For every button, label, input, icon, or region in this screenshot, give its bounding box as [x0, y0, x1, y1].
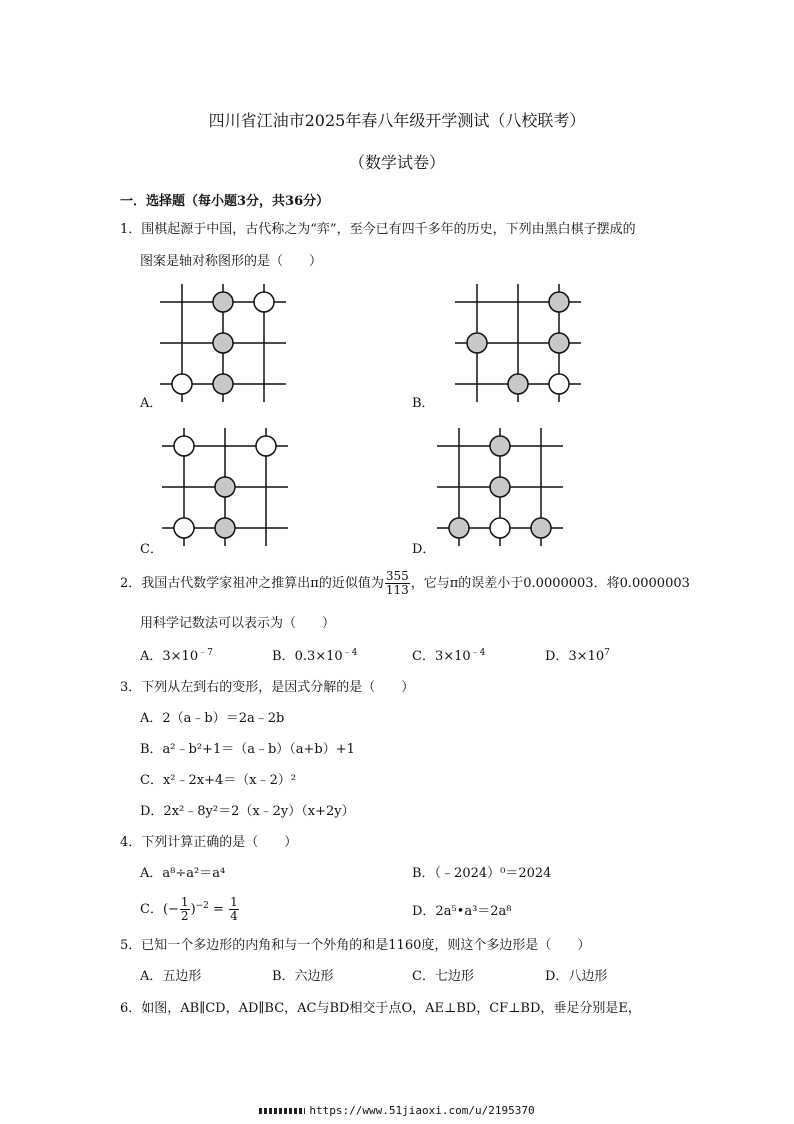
q5-option-b: B．六边形 [272, 969, 334, 984]
q2-b-label: B． [272, 649, 295, 664]
go-board-d [437, 428, 563, 546]
q2-a-base: 3×10 [162, 649, 199, 664]
q2-c-exp: ﹣4 [470, 648, 486, 658]
q3-option-c: C．x²﹣2x+4＝（x﹣2）² [140, 773, 297, 788]
q2-option-d [545, 645, 610, 664]
q4-c-lhs-den: 2 [180, 909, 189, 923]
footer [0, 1104, 794, 1117]
page-subtitle: （数学试卷） [348, 153, 445, 172]
q2-line1 [120, 570, 690, 597]
q2-c-label: C． [412, 649, 435, 664]
q4-c-label: C． [140, 902, 163, 917]
q2-option-b [272, 645, 357, 664]
go-board-c [162, 428, 288, 546]
q3-option-d: D．2x²﹣8y²＝2（x﹣2y）（x+2y） [140, 804, 355, 819]
q2-c-base: 3×10 [434, 649, 471, 664]
q2-frac-num: 355 [385, 569, 409, 583]
go-board-b [455, 284, 581, 402]
q1-label-d: D． [412, 542, 436, 557]
q1-label-c: C． [140, 542, 163, 557]
q1-label-a: A． [140, 396, 163, 411]
q2-d-exp: 7 [604, 648, 610, 658]
q4-option-b: B．（﹣2024）⁰＝2024 [412, 866, 552, 881]
q4-c-rhs-num: 1 [230, 895, 238, 909]
q2-frac-den: 113 [385, 583, 409, 597]
q2-option-c [412, 645, 485, 664]
q4-c-eq: = [208, 902, 229, 917]
q5-option-c: C．七边形 [412, 969, 474, 984]
q4-c-rhs-frac [229, 896, 239, 923]
go-board-a [160, 284, 286, 402]
q2-b-exp: ﹣4 [342, 648, 358, 658]
q2-b-base: 0.3×10 [294, 649, 343, 664]
q6-stem: 6．如图，AB∥CD，AD∥BC，AC与BD相交于点O，AE⊥BD，CF⊥BD，垂足分别是E， [120, 1001, 641, 1016]
q4-stem: 4．下列计算正确的是（ ） [120, 835, 298, 850]
q4-c-rhs-den: 4 [230, 909, 238, 923]
q1-line2: 图案是轴对称图形的是（ ） [140, 254, 323, 269]
q1-line1: 1．围棋起源于中国，古代称之为“弈”，至今已有四千多年的历史，下列由黑白棋子摆成的 [120, 222, 636, 237]
q1-label-b: B． [412, 396, 435, 411]
q3-stem: 3．下列从左到右的变形，是因式分解的是（ ） [120, 680, 415, 695]
q5-option-d: D．八边形 [545, 969, 608, 984]
q3-option-b: B．a²﹣b²+1＝（a﹣b）（a+b）+1 [140, 742, 355, 757]
q5-stem: 5．已知一个多边形的内角和与一个外角的和是1160度，则这个多边形是（ ） [120, 938, 591, 953]
q4-c-exp: −2 [195, 901, 209, 911]
q4-c-close: ) [190, 902, 196, 917]
q2-a-exp: ﹣7 [198, 648, 213, 658]
q2-text-after: ，它与π的误差小于0.0000003．将0.0000003 [410, 576, 690, 591]
q3-option-a: A．2（a﹣b）＝2a﹣2b [140, 711, 285, 726]
section-heading: 一．选择题（每小题3分，共36分） [120, 194, 330, 209]
q2-line2: 用科学记数法可以表示为（ ） [140, 616, 336, 631]
q2-text-before: 2．我国古代数学家祖冲之推算出π的近似值为 [120, 576, 384, 591]
q2-a-label: A． [140, 649, 163, 664]
q4-option-c [140, 896, 240, 923]
q2-d-label: D． [545, 649, 569, 664]
q4-c-lhs-num: 1 [180, 895, 189, 909]
q4-c-open: (− [162, 902, 179, 917]
q2-option-a [140, 645, 213, 664]
watermark-logo [259, 1108, 305, 1114]
q2-fraction [385, 570, 410, 597]
footer-url[interactable]: https://www.51jiaoxi.com/u/2195370 [309, 1104, 535, 1117]
q5-option-a: A．五边形 [140, 969, 202, 984]
q4-c-lhs-frac [180, 896, 190, 923]
q4-option-d: D．2a⁵•a³＝2a⁸ [412, 904, 512, 919]
page-title: 四川省江油市2025年春八年级开学测试（八校联考） [208, 111, 586, 130]
q4-option-a: A．a⁸÷a²＝a⁴ [140, 866, 226, 881]
q2-d-base: 3×10 [568, 649, 605, 664]
